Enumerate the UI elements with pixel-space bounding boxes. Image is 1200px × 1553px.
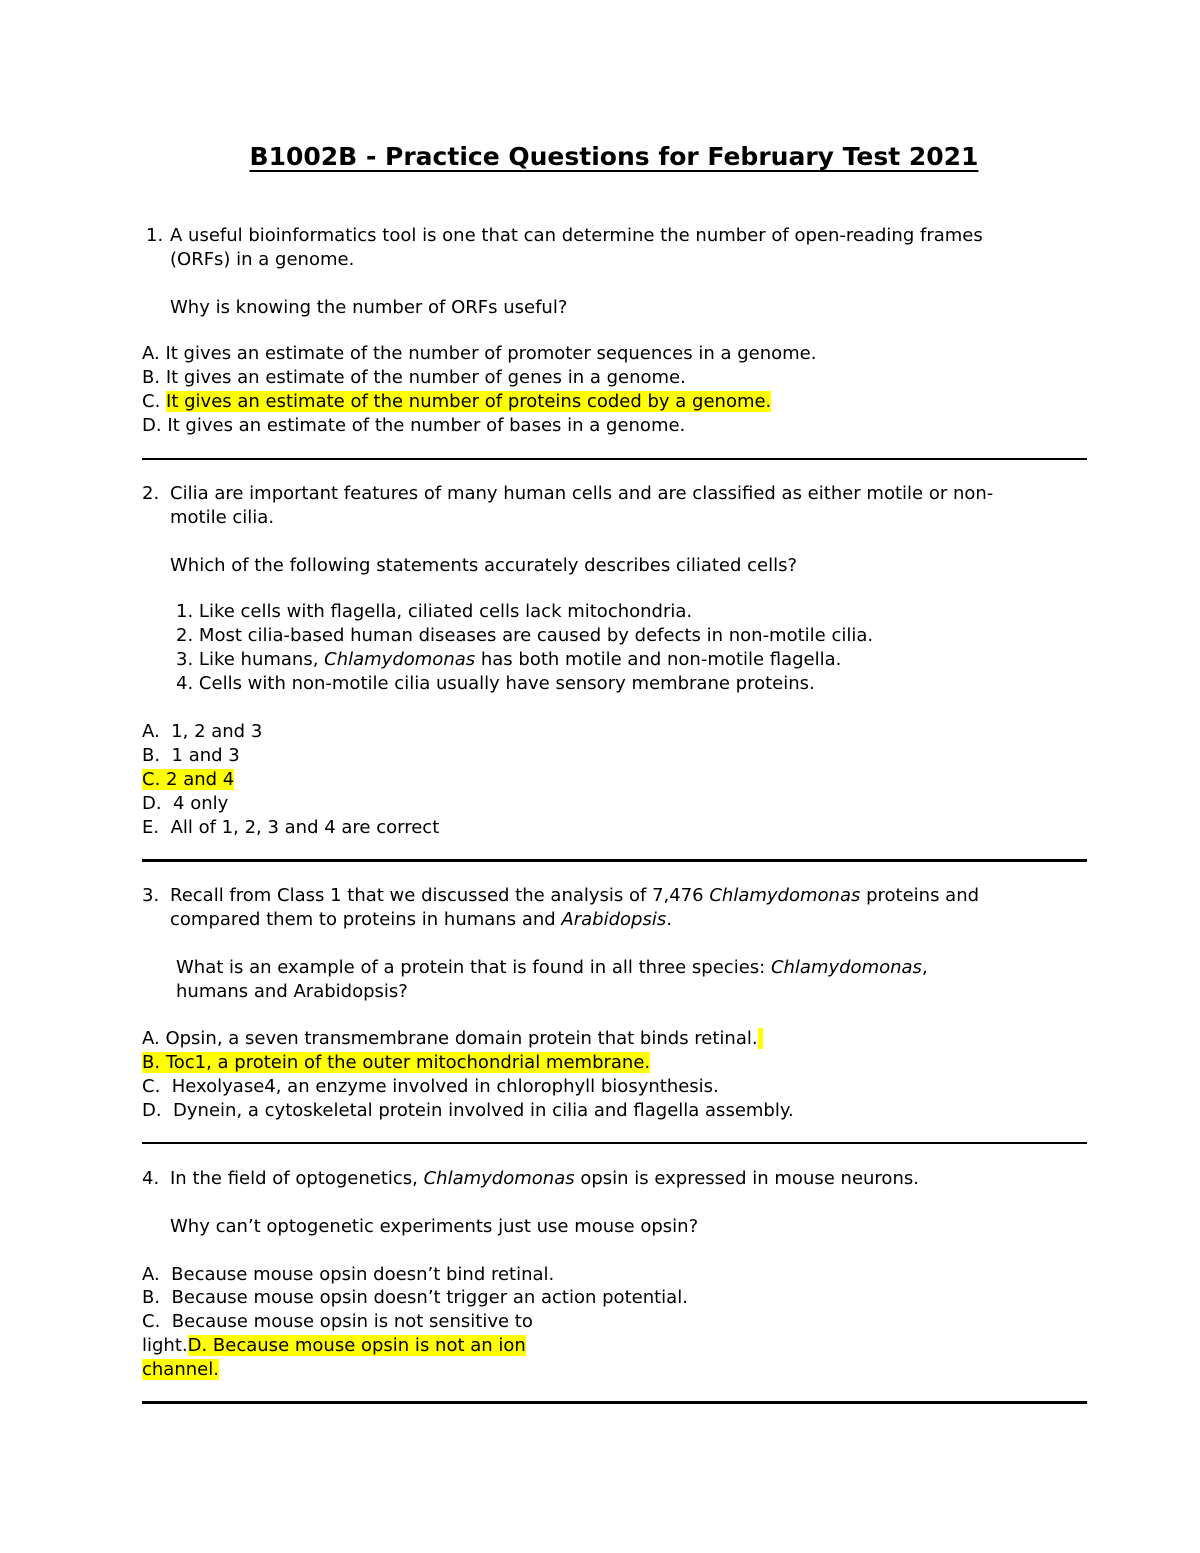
option-letter: A. — [142, 1028, 160, 1049]
section-divider — [142, 458, 1087, 460]
question-number: 1. — [146, 225, 164, 246]
question-prompt: What is an example of a protein that is found in all three species: Chlamydomonas, — [176, 957, 928, 978]
page-title: B1002B - Practice Questions for February Test 2021 — [249, 142, 979, 171]
option-letter: D. — [142, 1100, 162, 1121]
species-name: Arabidopsis — [561, 909, 667, 930]
statement-number: 3. — [176, 649, 194, 670]
option-letter: A. — [142, 721, 160, 742]
species-name: Chlamydomonas — [770, 957, 922, 978]
option-letter: B. — [142, 367, 161, 388]
answer-option-a — [142, 1027, 763, 1051]
statement-text: has both motile and non-motile flagella. — [475, 649, 842, 670]
question-number: 2. — [142, 483, 160, 504]
question-stem-line: (ORFs) in a genome. — [170, 249, 355, 270]
option-text: Because mouse opsin doesn’t bind retinal. — [171, 1264, 555, 1285]
section-divider — [142, 1142, 1087, 1144]
option-text: 4 only — [173, 793, 229, 814]
question-stem-line: In the field of optogenetics, Chlamydomonas opsin is expressed in mouse neurons. — [170, 1168, 919, 1189]
option-letter: B. — [142, 1052, 161, 1073]
question-stem-line: A useful bioinformatics tool is one that can determine the number of open-reading frames — [170, 225, 983, 246]
species-name: Chlamydomonas — [709, 885, 861, 906]
species-name: Chlamydomonas — [423, 1168, 575, 1189]
option-letter: D. — [142, 793, 162, 814]
option-text: 2 and 4 — [166, 769, 235, 790]
answer-option-c — [142, 1075, 719, 1099]
answer-option-b — [142, 366, 686, 390]
section-divider — [142, 859, 1087, 862]
option-letter: B. — [142, 1287, 161, 1308]
question-stem-line: compared them to proteins in humans and Arabidopsis. — [170, 909, 672, 930]
statement-item — [176, 600, 692, 624]
highlighted-answer — [142, 1052, 650, 1073]
option-letter: C. — [142, 769, 161, 790]
answer-option-b — [142, 744, 240, 768]
option-text: Dynein, a cytoskeletal protein involved in cilia and flagella assembly. — [173, 1100, 794, 1121]
highlighted-answer: D. Because mouse opsin is not an ion — [187, 1335, 526, 1356]
question-prompt: humans and Arabidopsis? — [176, 981, 408, 1002]
option-text: Hexolyase4, an enzyme involved in chlorophyll biosynthesis. — [171, 1076, 719, 1097]
option-text: Because mouse opsin doesn’t trigger an action potential. — [171, 1287, 688, 1308]
answer-option-e — [142, 816, 439, 840]
answer-option-c — [142, 1310, 533, 1334]
highlight-mark — [758, 1028, 764, 1049]
question-stem-line: Cilia are important features of many human cells and are classified as either motile or non- — [170, 483, 994, 504]
question-prompt: Which of the following statements accurately describes ciliated cells? — [170, 555, 798, 576]
option-letter: C. — [142, 1311, 161, 1332]
question-prompt: Why can’t optogenetic experiments just use mouse opsin? — [170, 1216, 699, 1237]
option-text: It gives an estimate of the number of promoter sequences in a genome. — [165, 343, 817, 364]
question-prompt: Why is knowing the number of ORFs useful? — [170, 297, 568, 318]
question-stem-line: Recall from Class 1 that we discussed the analysis of 7,476 Chlamydomonas proteins and — [170, 885, 980, 906]
statement-item — [176, 648, 841, 672]
question-number: 4. — [142, 1168, 160, 1189]
option-text: It gives an estimate of the number of bases in a genome. — [167, 415, 686, 436]
answer-option-d — [142, 792, 228, 816]
highlighted-answer: It gives an estimate of the number of proteins coded by a genome. — [166, 391, 772, 412]
option-text: 1, 2 and 3 — [171, 721, 263, 742]
statement-number: 4. — [176, 673, 194, 694]
statement-number: 2. — [176, 625, 194, 646]
option-letter: D. — [142, 415, 162, 436]
question-stem-line: motile cilia. — [170, 507, 275, 528]
option-text: Opsin, a seven transmembrane domain protein that binds retinal. — [165, 1028, 758, 1049]
species-name: Chlamydomonas — [324, 649, 476, 670]
answer-option-a — [142, 720, 262, 744]
answer-option-d — [142, 414, 685, 438]
option-letter: E. — [142, 817, 160, 838]
answer-option-c — [142, 390, 771, 414]
option-text: Toc1, a protein of the outer mitochondrial membrane. — [165, 1052, 651, 1073]
option-letter: C. — [142, 1076, 161, 1097]
answer-option-d — [142, 1334, 526, 1358]
option-text: It gives an estimate of the number of genes in a genome. — [165, 367, 686, 388]
option-text: light. — [142, 1335, 188, 1356]
statement-text: Cells with non-motile cilia usually have sensory membrane proteins. — [198, 673, 815, 694]
section-divider — [142, 1401, 1087, 1404]
option-letter: A. — [142, 343, 160, 364]
highlighted-answer — [142, 769, 234, 790]
option-text: 1 and 3 — [171, 745, 240, 766]
option-text: All of 1, 2, 3 and 4 are correct — [170, 817, 440, 838]
answer-option-b — [142, 1051, 650, 1075]
statement-item — [176, 624, 873, 648]
answer-option-b — [142, 1286, 688, 1310]
statement-text: Most cilia-based human diseases are caused by defects in non-motile cilia. — [198, 625, 874, 646]
option-letter: A. — [142, 1264, 160, 1285]
answer-option-a — [142, 1263, 554, 1287]
option-letter: B. — [142, 745, 161, 766]
highlighted-answer: channel. — [142, 1359, 219, 1380]
option-text: Because mouse opsin is not sensitive to — [171, 1311, 533, 1332]
answer-option-d-continued — [142, 1358, 219, 1382]
statement-item — [176, 672, 815, 696]
option-letter: C. — [142, 391, 161, 412]
question-number: 3. — [142, 885, 160, 906]
statement-text: Like humans, — [198, 649, 325, 670]
answer-option-d — [142, 1099, 794, 1123]
answer-option-a — [142, 342, 816, 366]
statement-number: 1. — [176, 601, 194, 622]
answer-option-c — [142, 768, 234, 792]
statement-text: Like cells with flagella, ciliated cells lack mitochondria. — [198, 601, 693, 622]
